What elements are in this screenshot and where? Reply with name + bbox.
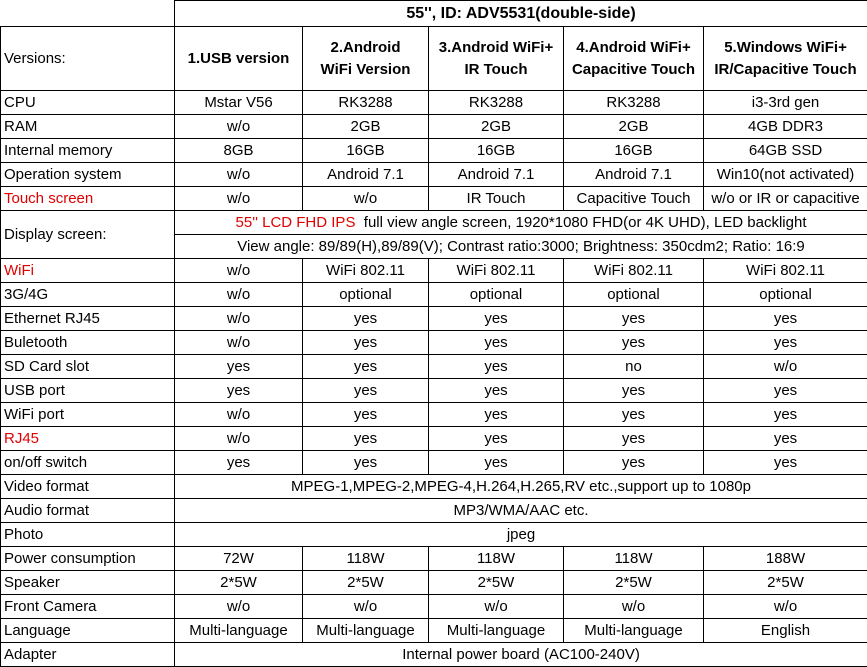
span-value: MPEG-1,MPEG-2,MPEG-4,H.264,H.265,RV etc.,support up to 1080p (175, 475, 867, 499)
table-cell: w/o (175, 595, 303, 619)
table-cell: yes (564, 427, 704, 451)
table-cell: w/o (429, 595, 564, 619)
title-row (1, 1, 867, 27)
table-cell: w/o or IR or capacitive (704, 187, 867, 211)
table-row (1, 187, 867, 211)
table-row (1, 211, 867, 235)
column-header-line: Capacitive Touch (572, 61, 695, 78)
table-cell: yes (303, 451, 429, 475)
table-cell: WiFi 802.11 (303, 259, 429, 283)
table-row (1, 283, 867, 307)
table-cell: w/o (175, 283, 303, 307)
table-cell: w/o (175, 163, 303, 187)
table-cell: IR Touch (429, 187, 564, 211)
table-cell: yes (704, 451, 867, 475)
row-label: Operation system (1, 163, 175, 187)
table-cell: RK3288 (564, 91, 704, 115)
column-header (429, 27, 564, 91)
table-cell: yes (429, 379, 564, 403)
row-label: on/off switch (1, 451, 175, 475)
table-cell: yes (429, 331, 564, 355)
table-cell: optional (303, 283, 429, 307)
table-cell: yes (303, 379, 429, 403)
row-label: Ethernet RJ45 (1, 307, 175, 331)
table-cell: yes (429, 403, 564, 427)
span-value: MP3/WMA/AAC etc. (175, 499, 867, 523)
table-cell: Mstar V56 (175, 91, 303, 115)
table-cell: Capacitive Touch (564, 187, 704, 211)
table-cell: yes (429, 307, 564, 331)
table-cell: w/o (175, 403, 303, 427)
table-row (1, 523, 867, 547)
table-cell: yes (564, 307, 704, 331)
table-row (1, 571, 867, 595)
row-label: RAM (1, 115, 175, 139)
table-row (1, 379, 867, 403)
row-label: 3G/4G (1, 283, 175, 307)
header-row (1, 27, 867, 91)
table-row (1, 331, 867, 355)
row-label: WiFi (1, 259, 175, 283)
row-label: Adapter (1, 643, 175, 667)
table-cell: w/o (175, 115, 303, 139)
table-cell: yes (303, 427, 429, 451)
row-label: Front Camera (1, 595, 175, 619)
table-cell: yes (175, 355, 303, 379)
table-cell: yes (564, 403, 704, 427)
table-cell: 118W (564, 547, 704, 571)
table-cell: 2*5W (429, 571, 564, 595)
table-cell: 118W (429, 547, 564, 571)
table-row (1, 451, 867, 475)
column-header (704, 27, 867, 91)
row-label: SD Card slot (1, 355, 175, 379)
table-cell: WiFi 802.11 (429, 259, 564, 283)
table-cell: yes (704, 427, 867, 451)
table-cell: 2*5W (303, 571, 429, 595)
table-cell: 2GB (303, 115, 429, 139)
table-cell: w/o (704, 355, 867, 379)
table-cell: 2GB (564, 115, 704, 139)
span-value: Internal power board (AC100-240V) (175, 643, 867, 667)
table-cell: English (704, 619, 867, 643)
table-cell: yes (429, 355, 564, 379)
table-cell: yes (303, 355, 429, 379)
display-line-1-rest: full view angle screen, 1920*1080 FHD(or 4K UHD), LED backlight (355, 214, 806, 231)
column-header-line: IR/Capacitive Touch (714, 61, 856, 78)
table-row (1, 115, 867, 139)
table-row (1, 259, 867, 283)
table-cell: yes (704, 403, 867, 427)
table-cell: Multi-language (303, 619, 429, 643)
row-label: RJ45 (1, 427, 175, 451)
column-header-line: 1.USB version (188, 50, 290, 67)
table-cell: w/o (564, 595, 704, 619)
table-cell: Android 7.1 (303, 163, 429, 187)
table-cell: yes (303, 331, 429, 355)
row-label: Video format (1, 475, 175, 499)
table-cell: optional (564, 283, 704, 307)
row-label: Power consumption (1, 547, 175, 571)
column-header (564, 27, 704, 91)
table-cell: yes (704, 331, 867, 355)
column-header-line: 2.Android (331, 39, 401, 56)
table-cell: Android 7.1 (564, 163, 704, 187)
table-cell: yes (564, 379, 704, 403)
table-cell: 16GB (429, 139, 564, 163)
table-cell: optional (429, 283, 564, 307)
table-cell: 2*5W (704, 571, 867, 595)
table-cell: w/o (175, 307, 303, 331)
table-row (1, 499, 867, 523)
table-cell: RK3288 (429, 91, 564, 115)
table-row (1, 307, 867, 331)
table-cell: yes (704, 379, 867, 403)
table-cell: yes (564, 331, 704, 355)
versions-label: Versions: (1, 27, 175, 91)
table-cell: 188W (704, 547, 867, 571)
table-cell: yes (429, 427, 564, 451)
display-line-2: View angle: 89/89(H),89/89(V); Contrast ratio:3000; Brightness: 350cdm2; Ratio: 16:9 (175, 235, 867, 259)
column-header (175, 27, 303, 91)
row-label: Buletooth (1, 331, 175, 355)
table-row (1, 595, 867, 619)
table-row (1, 91, 867, 115)
table-cell: Multi-language (564, 619, 704, 643)
table-title: 55'', ID: ADV5531(double-side) (175, 1, 867, 27)
column-header-line: WiFi Version (321, 61, 411, 78)
row-label: Internal memory (1, 139, 175, 163)
table-cell: w/o (175, 427, 303, 451)
table-cell: w/o (175, 187, 303, 211)
table-cell: yes (564, 451, 704, 475)
table-cell: w/o (175, 259, 303, 283)
table-cell: yes (704, 307, 867, 331)
display-highlight: 55'' LCD FHD IPS (236, 214, 356, 231)
row-label: Display screen: (1, 211, 175, 259)
table-row (1, 403, 867, 427)
table-row (1, 355, 867, 379)
table-cell: yes (175, 379, 303, 403)
table-cell: w/o (303, 187, 429, 211)
table-row (1, 619, 867, 643)
table-cell: 2*5W (564, 571, 704, 595)
table-cell: 64GB SSD (704, 139, 867, 163)
row-label: USB port (1, 379, 175, 403)
table-cell: Win10(not activated) (704, 163, 867, 187)
table-cell: 2GB (429, 115, 564, 139)
table-cell: yes (429, 451, 564, 475)
table-cell: 4GB DDR3 (704, 115, 867, 139)
row-label: Audio format (1, 499, 175, 523)
table-row (1, 643, 867, 667)
table-cell: w/o (704, 595, 867, 619)
span-value: jpeg (175, 523, 867, 547)
table-cell: WiFi 802.11 (564, 259, 704, 283)
table-cell: Multi-language (175, 619, 303, 643)
table-cell: w/o (303, 595, 429, 619)
table-cell: RK3288 (303, 91, 429, 115)
row-label: Speaker (1, 571, 175, 595)
column-header-line: IR Touch (464, 61, 527, 78)
column-header-line: 4.Android WiFi+ (576, 39, 690, 56)
table-row (1, 163, 867, 187)
table-cell: WiFi 802.11 (704, 259, 867, 283)
table-row (1, 139, 867, 163)
table-cell: Multi-language (429, 619, 564, 643)
table-cell: 8GB (175, 139, 303, 163)
column-header-line: 3.Android WiFi+ (439, 39, 553, 56)
row-label: CPU (1, 91, 175, 115)
column-header (303, 27, 429, 91)
table-cell: 2*5W (175, 571, 303, 595)
table-cell: yes (303, 307, 429, 331)
table-cell: optional (704, 283, 867, 307)
row-label: Language (1, 619, 175, 643)
table-cell: 72W (175, 547, 303, 571)
table-cell: yes (175, 451, 303, 475)
table-row (1, 475, 867, 499)
table-cell: no (564, 355, 704, 379)
table-cell: w/o (175, 331, 303, 355)
table-cell: 118W (303, 547, 429, 571)
row-label: WiFi port (1, 403, 175, 427)
table-row (1, 427, 867, 451)
table-cell: Android 7.1 (429, 163, 564, 187)
table-cell: 16GB (303, 139, 429, 163)
row-label: Photo (1, 523, 175, 547)
table-cell: i3-3rd gen (704, 91, 867, 115)
table-cell: yes (303, 403, 429, 427)
corner-cell (1, 1, 175, 27)
table-cell: 16GB (564, 139, 704, 163)
column-header-line: 5.Windows WiFi+ (724, 39, 847, 56)
table-row (1, 547, 867, 571)
display-line-1 (175, 211, 867, 235)
row-label: Touch screen (1, 187, 175, 211)
